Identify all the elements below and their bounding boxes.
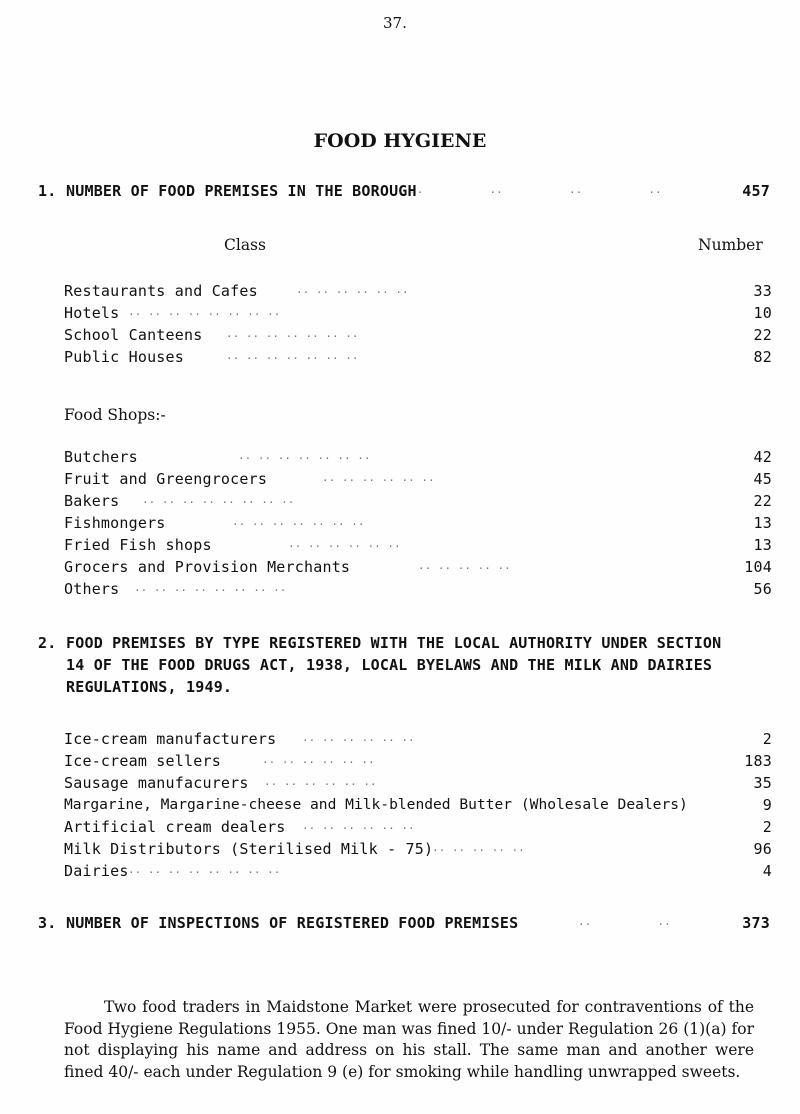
registered-row bbox=[0, 818, 800, 840]
class-row bbox=[0, 580, 800, 602]
column-class-heading: Class bbox=[224, 236, 266, 254]
class-row bbox=[0, 304, 800, 326]
class-label: Fishmongers bbox=[64, 514, 166, 532]
registered-label: Sausage manufacurers bbox=[64, 774, 249, 792]
leader-dots: .. .. .. .. .. .. .. bbox=[226, 327, 359, 340]
leader-dots: .. .. .. .. .. .. .. .. bbox=[134, 581, 287, 594]
class-label: Fruit and Greengrocers bbox=[64, 470, 268, 488]
class-number: 45 bbox=[753, 470, 772, 488]
class-number: 13 bbox=[753, 514, 772, 532]
class-row bbox=[0, 492, 800, 514]
registered-row bbox=[0, 774, 800, 796]
class-number: 82 bbox=[753, 348, 772, 366]
registered-number: 2 bbox=[762, 730, 772, 748]
registered-label: Ice-cream manufacturers bbox=[64, 730, 277, 748]
leader-dots: .. .. .. .. .. .. bbox=[302, 819, 415, 832]
registered-number: 9 bbox=[762, 796, 772, 814]
leader-dots: .. .. .. .. .. bbox=[432, 841, 525, 854]
class-label: School Canteens bbox=[64, 326, 203, 344]
section3-heading: NUMBER OF INSPECTIONS OF REGISTERED FOOD PREMISES bbox=[66, 914, 519, 932]
class-number: 22 bbox=[753, 326, 772, 344]
class-number: 33 bbox=[753, 282, 772, 300]
leader-dots: .. .. .. .. .. .. bbox=[322, 471, 435, 484]
class-label: Public Houses bbox=[64, 348, 184, 366]
registered-label: Artificial cream dealers bbox=[64, 818, 286, 836]
class-row bbox=[0, 470, 800, 492]
leader-dots: .. .. .. .. .. .. .. bbox=[238, 449, 371, 462]
section2-heading-line: REGULATIONS, 1949. bbox=[66, 678, 233, 696]
class-label: Grocers and Provision Merchants bbox=[64, 558, 351, 576]
registered-number: 2 bbox=[762, 818, 772, 836]
class-row bbox=[0, 558, 800, 580]
registered-number: 35 bbox=[753, 774, 772, 792]
leader-dots: .. .. .. .. .. .. .. bbox=[232, 515, 365, 528]
section2-heading-line: FOOD PREMISES BY TYPE REGISTERED WITH THE LOCAL AUTHORITY UNDER SECTION bbox=[66, 634, 722, 652]
class-label: Fried Fish shops bbox=[64, 536, 212, 554]
leader-dots: .. .. .. .. .. .. bbox=[264, 775, 377, 788]
section1-leader-dots: .. .. .. .. bbox=[410, 183, 662, 196]
leader-dots: .. .. .. .. .. .. .. .. bbox=[128, 863, 281, 876]
class-number: 56 bbox=[753, 580, 772, 598]
class-row bbox=[0, 326, 800, 348]
leader-dots: .. .. .. .. .. .. bbox=[302, 731, 415, 744]
class-row bbox=[0, 348, 800, 370]
class-label: Hotels bbox=[64, 304, 120, 322]
registered-label: Margarine, Margarine-cheese and Milk-blended Butter (Wholesale Dealers) bbox=[64, 796, 688, 813]
registered-row bbox=[0, 862, 800, 884]
section3-number: 3. bbox=[38, 914, 57, 932]
leader-dots: .. .. .. .. .. .. bbox=[296, 283, 409, 296]
leader-dots: .. .. .. .. .. .. .. .. bbox=[142, 493, 295, 506]
registered-number: 4 bbox=[762, 862, 772, 880]
class-number: 13 bbox=[753, 536, 772, 554]
page-number: 37. bbox=[383, 14, 407, 32]
class-number: 22 bbox=[753, 492, 772, 510]
class-row bbox=[0, 448, 800, 470]
page-title: FOOD HYGIENE bbox=[313, 130, 487, 152]
class-label: Restaurants and Cafes bbox=[64, 282, 258, 300]
leader-dots: .. .. .. .. .. bbox=[418, 559, 511, 572]
registered-label: Ice-cream sellers bbox=[64, 752, 221, 770]
class-label: Butchers bbox=[64, 448, 138, 466]
class-row bbox=[0, 536, 800, 558]
food-shops-label: Food Shops:- bbox=[64, 406, 166, 424]
class-row bbox=[0, 282, 800, 304]
leader-dots: .. .. .. .. .. .. .. bbox=[226, 349, 359, 362]
section1-total: 457 bbox=[742, 182, 770, 200]
section2-number: 2. bbox=[38, 634, 57, 652]
registered-label: Milk Distributors (Sterilised Milk - 75) bbox=[64, 840, 434, 858]
class-number: 42 bbox=[753, 448, 772, 466]
class-row bbox=[0, 514, 800, 536]
registered-row bbox=[0, 796, 800, 818]
section2-heading-line: 14 OF THE FOOD DRUGS ACT, 1938, LOCAL BYELAWS AND THE MILK AND DAIRIES bbox=[66, 656, 713, 674]
section3-leader-dots: .. .. bbox=[578, 915, 671, 928]
registered-number: 96 bbox=[753, 840, 772, 858]
section1-number: 1. bbox=[38, 182, 57, 200]
class-label: Bakers bbox=[64, 492, 120, 510]
column-number-heading: Number bbox=[698, 236, 763, 254]
leader-dots: .. .. .. .. .. .. .. .. bbox=[128, 305, 281, 318]
section3-total: 373 bbox=[742, 914, 770, 932]
registered-number: 183 bbox=[744, 752, 772, 770]
registered-row bbox=[0, 752, 800, 774]
registered-row bbox=[0, 730, 800, 752]
class-label: Others bbox=[64, 580, 120, 598]
registered-row bbox=[0, 840, 800, 862]
leader-dots: .. .. .. .. .. .. bbox=[262, 753, 375, 766]
leader-dots: .. .. .. .. .. .. bbox=[288, 537, 401, 550]
registered-label: Dairies bbox=[64, 862, 129, 880]
class-number: 104 bbox=[744, 558, 772, 576]
section1-heading: NUMBER OF FOOD PREMISES IN THE BOROUGH bbox=[66, 182, 417, 200]
class-number: 10 bbox=[753, 304, 772, 322]
prosecution-paragraph: Two food traders in Maidstone Market were prosecuted for contraventions of the Food Hygiene Regulations 1955. One man was fined 10/- under Regulation 26 (1)(a) for not displaying his name and address on his stall. The same man and another were fined 40/- each under Regulation 9 (e) for smoking while handling unwrapped sweets. bbox=[64, 998, 754, 1081]
